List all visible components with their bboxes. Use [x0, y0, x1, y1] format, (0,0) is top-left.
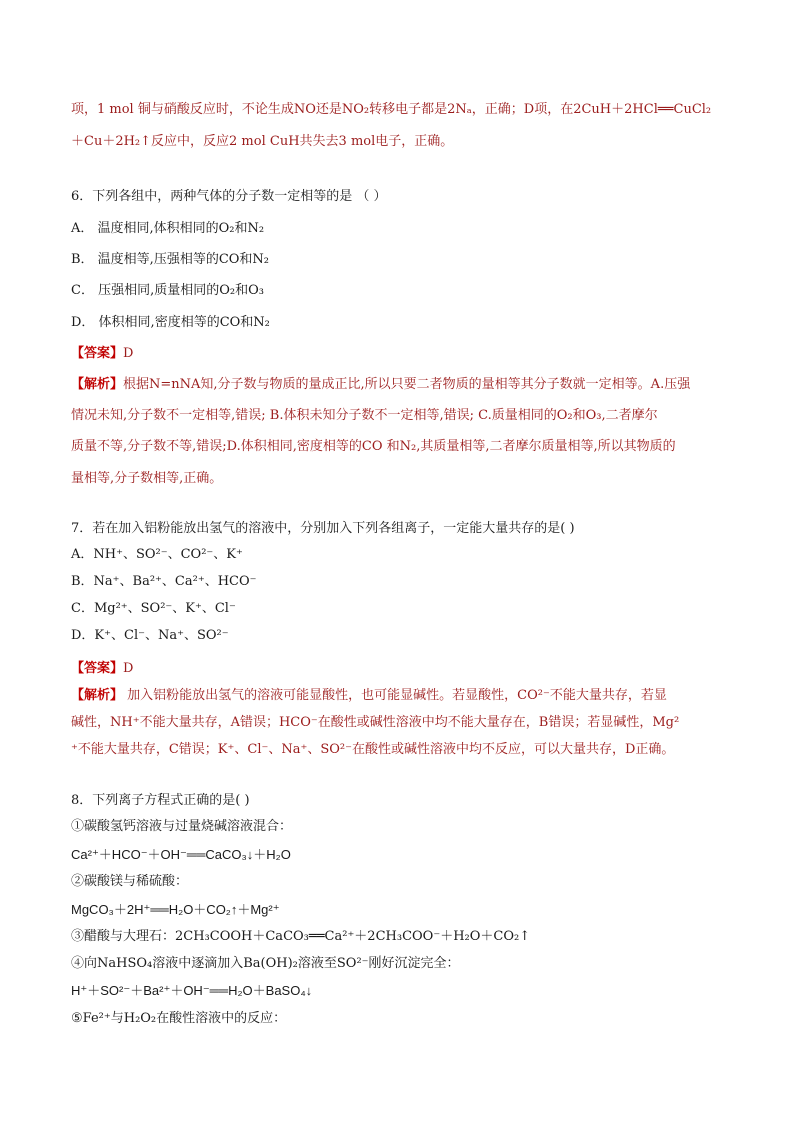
q8-item-1-title: ①碳酸氢钙溶液与过量烧碱溶液混合：: [71, 819, 293, 834]
q8-item-2-title: ②碳酸镁与稀硫酸：: [71, 874, 189, 889]
q8-item-4-equation: H⁺＋SO²⁻＋Ba²⁺＋OH⁻══H₂O＋BaSO₄↓: [71, 983, 313, 998]
q6-explanation-4: 量相等,分子数相等,正确。: [71, 471, 223, 486]
q7-answer: [71, 660, 133, 678]
q6-option-b: B． 温度相等,压强相等的CO和N₂: [71, 252, 270, 267]
q7-option-a: A．NH⁺、SO²⁻、CO²⁻、K⁺: [71, 547, 243, 562]
q8-item-4-title: ④向NaHSO₄溶液中逐滴加入Ba(OH)₂溶液至SO²⁻刚好沉淀完全：: [71, 956, 460, 971]
explanation-line-1: 项，1 mol 铜与硝酸反应时，不论生成NO还是NO₂转移电子都是2Nₐ，正确；D项，在2CuH＋2HCl══CuCl₂: [71, 102, 712, 117]
question-8: 8．下列离子方程式正确的是( ): [71, 793, 250, 808]
q7-option-d: D．K⁺、Cl⁻、Na⁺、SO²⁻: [71, 628, 229, 643]
q8-item-1-equation: Ca²⁺＋HCO⁻＋OH⁻══CaCO₃↓＋H₂O: [71, 847, 291, 862]
explanation-line-2: ＋Cu＋2H₂↑反应中，反应2 mol CuH共失去3 mol电子，正确。: [71, 134, 454, 149]
explanation-tag: 【解析】: [71, 377, 124, 392]
answer-tag: 【答案】: [71, 661, 124, 676]
q6-explanation-3: 质量不等,分子数不等,错误;D.体积相同,密度相等的CO 和N₂,其质量相等,二者摩尔质量相等,所以其物质的: [71, 439, 676, 454]
answer-value: D: [123, 346, 134, 361]
q6-option-a: A． 温度相同,体积相同的O₂和N₂: [71, 221, 265, 236]
q7-option-c: C．Mg²⁺、SO²⁻、K⁺、Cl⁻: [71, 601, 236, 616]
q8-item-3: ③醋酸与大理石：2CH₃COOH＋CaCO₃══Ca²⁺＋2CH₃COO⁻＋H₂O＋CO₂↑: [71, 929, 531, 944]
q7-explanation-2: 碱性，NH⁺不能大量共存，A错误；HCO⁻在酸性或碱性溶液中均不能大量存在，B错误；若显碱性，Mg²: [71, 715, 680, 730]
q8-item-5-title: ⑤Fe²⁺与H₂O₂在酸性溶液中的反应：: [71, 1011, 287, 1026]
q7-option-b: B．Na⁺、Ba²⁺、Ca²⁺、HCO⁻: [71, 574, 257, 589]
q7-explanation-3: ⁺不能大量共存，C错误；K⁺、Cl⁻、Na⁺、SO²⁻在酸性或碱性溶液中均不反应，可以大量共存，D正确。: [71, 742, 675, 757]
q6-explanation-1: [71, 376, 690, 394]
explanation-tag: 【解析】: [71, 688, 124, 703]
q6-answer: [71, 345, 133, 363]
q6-explanation-2: 情况未知,分子数不一定相等,错误; B.体积未知分子数不一定相等,错误; C.质量相同的O₂和O₃,二者摩尔: [71, 408, 658, 423]
explanation-text: 加入铝粉能放出氢气的溶液可能显酸性，也可能显碱性。若显酸性，CO²⁻不能大量共存，若显: [123, 688, 667, 703]
q6-option-d: D． 体积相同,密度相等的CO和N₂: [71, 315, 270, 330]
question-7: 7．若在加入铝粉能放出氢气的溶液中，分别加入下列各组离子，一定能大量共存的是( ): [71, 521, 575, 536]
answer-value: D: [123, 661, 134, 676]
answer-tag: 【答案】: [71, 346, 124, 361]
q6-option-c: C． 压强相同,质量相同的O₂和O₃: [71, 283, 264, 298]
q8-item-2-equation: MgCO₃＋2H⁺══H₂O＋CO₂↑＋Mg²⁺: [71, 902, 280, 917]
explanation-text: 根据N=nNA知,分子数与物质的量成正比,所以只要二者物质的量相等其分子数就一定相等。A.压强: [123, 377, 691, 392]
question-6: 6．下列各组中，两种气体的分子数一定相等的是 （ ）: [71, 189, 387, 204]
q7-explanation-1: [71, 687, 667, 705]
